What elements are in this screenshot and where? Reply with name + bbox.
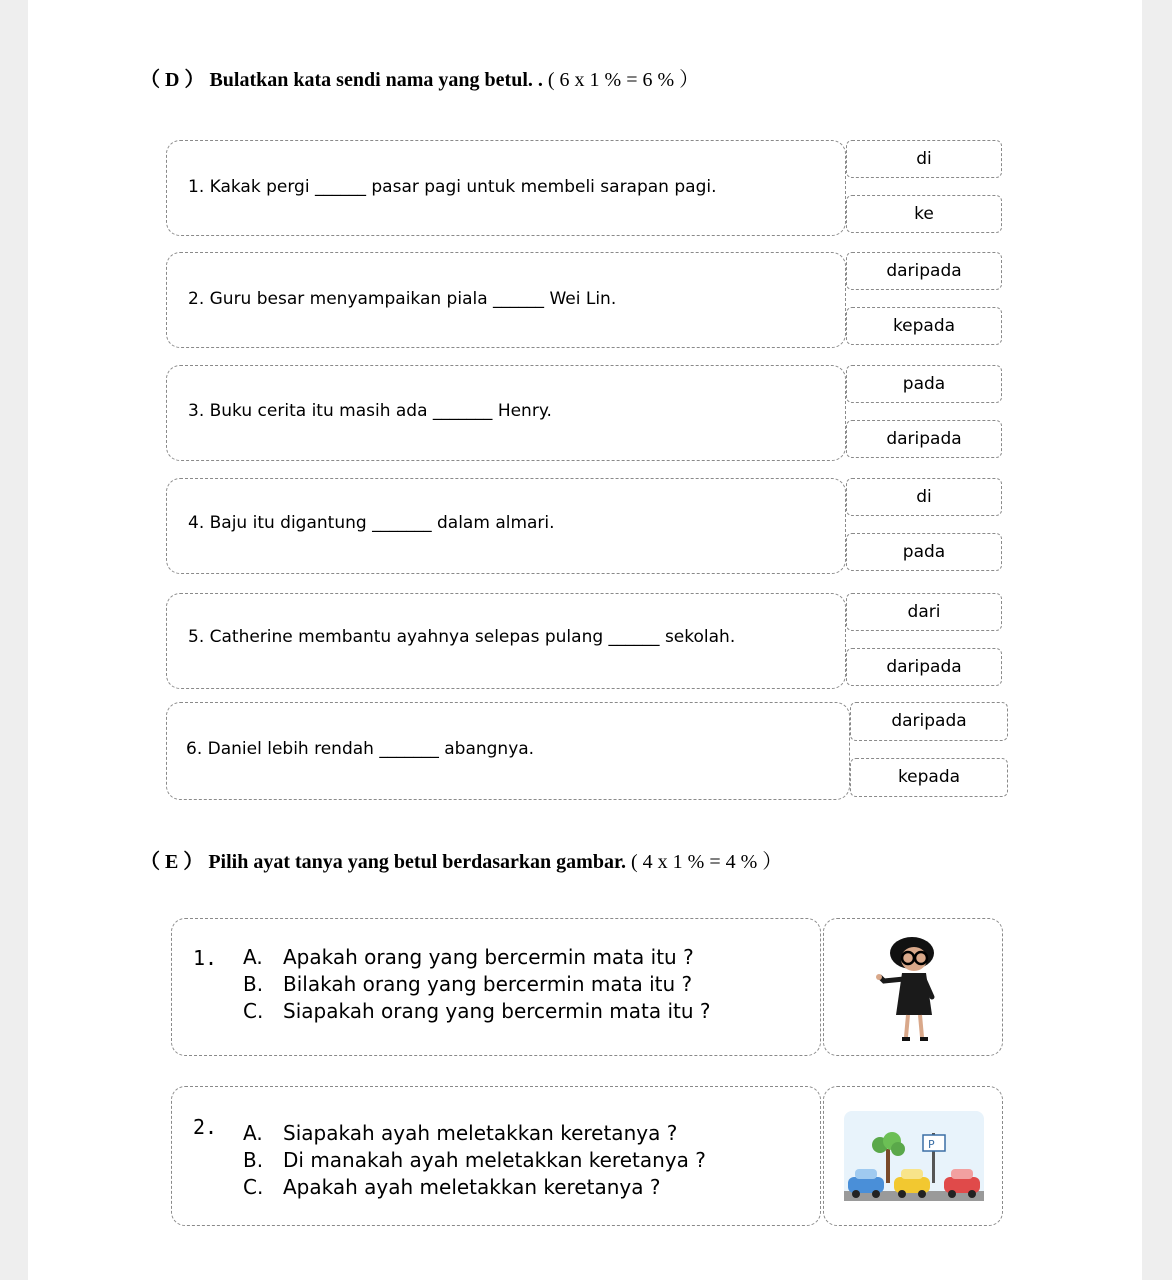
choice-text: Siapakah ayah meletakkan keretanya ? [283,1121,678,1145]
section-e-heading [140,845,782,874]
question-text [188,513,555,533]
section-e-instruction: Pilih ayat tanya yang betul berdasarkan gambar. [208,851,626,873]
section-e-marks: ( 4 x 1 % = 4 % ） [631,851,783,873]
question-after: abangnya. [444,739,535,759]
question-before: 3. Buku cerita itu masih ada [188,401,428,421]
question-before: 5. Catherine membantu ayahnya selepas pulang [188,627,604,647]
choice-letter: A. [243,1121,263,1145]
option-box[interactable]: kepada [846,307,1002,345]
woman-with-glasses-illustration [824,919,1002,1055]
section-d-label: （ D ） [140,69,205,91]
choice-text: Siapakah orang yang bercermin mata itu ? [283,999,711,1023]
answer-blank: _______ [372,513,432,533]
question-text [188,401,552,421]
option-box[interactable]: kepada [850,758,1008,797]
section-d-heading [140,63,699,92]
choice-letter: B. [243,972,264,996]
parking-sign-text: P [928,1138,935,1151]
option-box[interactable]: pada [846,365,1002,403]
answer-choices [243,1120,706,1201]
choice-text: Apakah orang yang bercermin mata itu ? [283,945,694,969]
choice-b[interactable] [243,1147,706,1174]
question-text [188,289,616,309]
question-number: 2. [193,1115,218,1139]
option-box[interactable]: dari [846,593,1002,631]
option-box[interactable]: daripada [846,648,1002,686]
answer-blank: _______ [432,401,493,421]
question-after: pasar pagi untuk membeli sarapan pagi. [371,177,717,197]
question-after: Henry. [497,401,552,421]
parking-lot-illustration [824,1087,1002,1225]
option-box[interactable]: pada [846,533,1002,571]
choice-c[interactable] [243,1174,706,1201]
question-text [188,177,717,197]
question-text [188,627,735,647]
picture-box [823,1086,1003,1226]
question-after: sekolah. [664,627,736,647]
question-before: 4. Baju itu digantung [188,513,367,533]
choice-text: Bilakah orang yang bercermin mata itu ? [283,972,693,996]
section-d-marks: ( 6 x 1 % = 6 % ） [547,69,700,91]
choice-a[interactable] [243,944,711,971]
choice-a[interactable] [243,1120,706,1147]
answer-blank: ______ [314,177,366,197]
section-d-instruction: Bulatkan kata sendi nama yang betul. . [209,69,543,91]
option-box[interactable]: daripada [850,702,1008,741]
answer-choices [243,944,711,1025]
question-text [186,739,534,759]
section-e-label: （ E ） [140,851,204,873]
answer-blank: ______ [608,627,660,647]
choice-text: Di manakah ayah meletakkan keretanya ? [283,1148,706,1172]
question-after: Wei Lin. [549,289,617,309]
worksheet-page [28,0,1142,1280]
answer-blank: ______ [493,289,545,309]
choice-letter: C. [243,1175,264,1199]
question-number: 1. [193,946,218,970]
option-box[interactable]: di [846,478,1002,516]
choice-b[interactable] [243,971,711,998]
option-box[interactable]: daripada [846,420,1002,458]
question-before: 6. Daniel lebih rendah [186,739,374,759]
choice-text: Apakah ayah meletakkan keretanya ? [283,1175,661,1199]
choice-letter: A. [243,945,263,969]
choice-letter: B. [243,1148,264,1172]
question-before: 2. Guru besar menyampaikan piala [188,289,488,309]
choice-letter: C. [243,999,264,1023]
picture-box [823,918,1003,1056]
option-box[interactable]: di [846,140,1002,178]
choice-c[interactable] [243,998,711,1025]
answer-blank: _______ [379,739,439,759]
option-box[interactable]: ke [846,195,1002,233]
question-after: dalam almari. [437,513,555,533]
question-before: 1. Kakak pergi [188,177,310,197]
option-box[interactable]: daripada [846,252,1002,290]
